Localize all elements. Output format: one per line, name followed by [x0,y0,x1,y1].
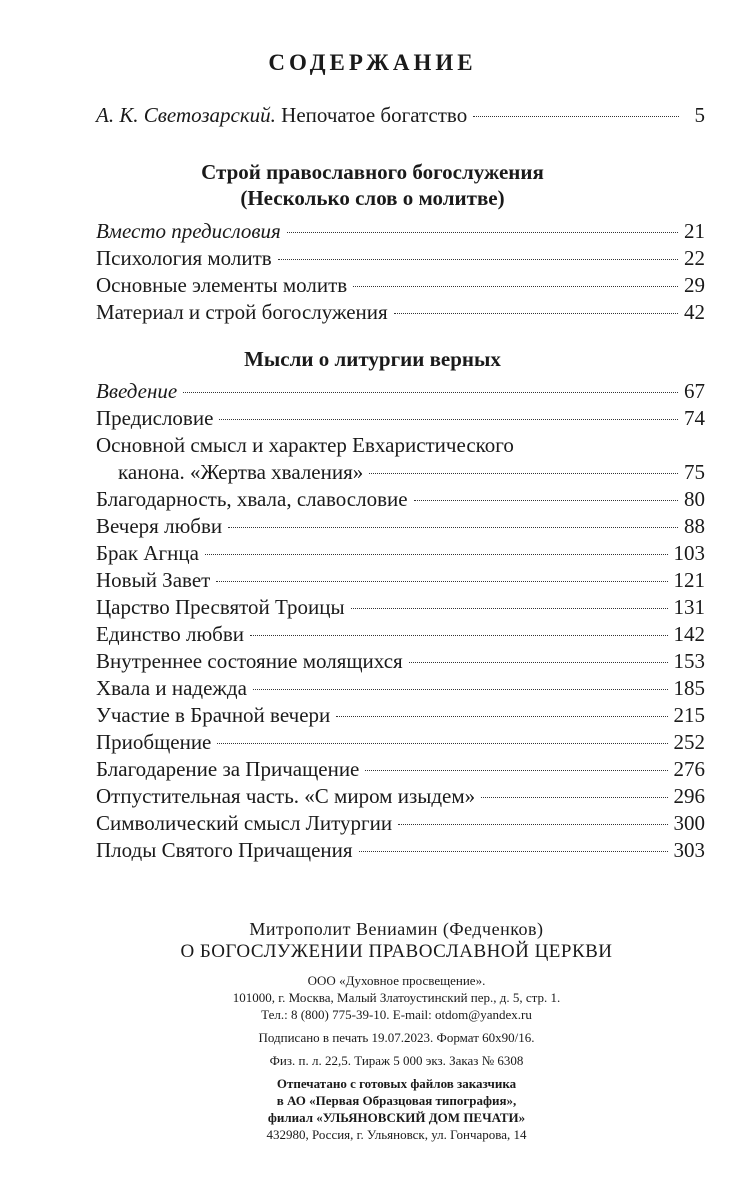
section-subtitle-line: (Несколько слов о молитве) [240,186,505,210]
dot-leader [219,419,678,420]
imprint-printer-line: Отпечатано с готовых файлов заказчика [276,1076,517,1091]
toc-page-number: 121 [673,568,705,592]
section-liturgy-structure [96,159,705,326]
toc-entry-label: Вечеря любви [96,514,223,538]
imprint-book-title: О БОГОСЛУЖЕНИИ ПРАВОСЛАВНОЙ ЦЕРКВИ [180,941,613,962]
section-title-line: Строй православного богослужения [201,160,544,184]
toc-entry-label: Брак Агнца [96,541,199,565]
toc-page-number: 42 [684,300,705,324]
toc-page-number: 142 [673,622,705,646]
imprint-author: Митрополит Вениамин (Федченков) [249,919,544,939]
imprint-signed: Подписано в печать 19.07.2023. Формат 60х90/16. [258,1030,535,1045]
toc-page-number: 5 [694,103,705,127]
toc-entry[interactable] [96,218,705,245]
toc-entry[interactable] [96,729,705,756]
dot-leader [394,313,678,314]
toc-entry[interactable] [96,702,705,729]
toc-entry[interactable] [96,299,705,326]
dot-leader [481,797,667,798]
toc-entry-label: Символический смысл Литургии [96,811,393,835]
toc-page-number: 153 [673,649,705,673]
dot-leader [336,716,667,717]
intro-text: Непочатое богатство [281,103,468,127]
toc-page-number: 131 [673,595,705,619]
toc-entry-label: Новый Завет [96,568,211,592]
toc-entry[interactable] [96,837,705,864]
toc-page-number: 75 [684,460,705,484]
toc-entry[interactable] [96,272,705,299]
toc-entry-label: Благодарение за Причащение [96,757,360,781]
imprint-printer-line: в АО «Первая Образцовая типография», [276,1093,517,1108]
toc-page-number: 296 [673,784,705,808]
imprint-contacts: Тел.: 8 (800) 775-39-10. E-mail: otdom@yandex.ru [261,1007,532,1022]
dot-leader [473,116,679,117]
dot-leader [205,554,668,555]
toc-entry[interactable] [96,810,705,837]
toc-page-number: 276 [673,757,705,781]
toc-page-number: 103 [673,541,705,565]
toc-page-number: 215 [673,703,705,727]
dot-leader [253,689,668,690]
toc-entry-label: Царство Пресвятой Троицы [96,595,345,619]
toc-entry[interactable] [96,405,705,432]
toc-entry-label: Хвала и надежда [96,676,247,700]
dot-leader [287,232,678,233]
toc-entry-label: Основной смысл и характер Евхаристического [96,433,514,457]
toc-entry-label: Психология молитв [96,246,272,270]
section-title: Мысли о литургии верных [244,347,501,371]
dot-leader [217,743,667,744]
toc-entry-label: Отпустительная часть. «С миром изыдем» [96,784,476,808]
toc-entry[interactable] [96,648,705,675]
toc-entry[interactable] [96,621,705,648]
toc-page-number: 74 [684,406,705,430]
dot-leader [278,259,678,260]
toc-entry-label: Предисловие [96,406,214,430]
dot-leader [228,527,678,528]
dot-leader [414,500,678,501]
toc-entry-label [96,102,467,129]
toc-entry-continuation [96,459,705,486]
dot-leader [398,824,667,825]
imprint-printer-address: 432980, Россия, г. Ульяновск, ул. Гончарова, 14 [266,1127,527,1142]
toc-entry[interactable] [96,756,705,783]
section-liturgy-faithful [96,346,705,864]
toc-page-number: 252 [673,730,705,754]
toc-entry-label: Участие в Брачной вечери [96,703,331,727]
toc-entry-label: Введение [96,379,178,403]
toc-entry[interactable] [96,513,705,540]
toc-page-number: 303 [673,838,705,862]
toc-entry[interactable] [96,594,705,621]
toc-entry-label: Основные элементы молитв [96,273,348,297]
toc-page-number: 88 [684,514,705,538]
dot-leader [369,473,678,474]
toc-page-number: 300 [673,811,705,835]
section-entries [96,218,705,326]
toc-page-number: 80 [684,487,705,511]
contents-title: СОДЕРЖАНИЕ [268,50,477,75]
intro-author: А. К. Светозарский. [96,103,276,127]
toc-entry[interactable] [96,378,705,405]
imprint-printer-line: филиал «УЛЬЯНОВСКИЙ ДОМ ПЕЧАТИ» [267,1110,526,1125]
toc-entry[interactable] [96,245,705,272]
toc-entry[interactable] [96,540,705,567]
toc-page-number: 185 [673,676,705,700]
toc-entry[interactable] [96,675,705,702]
toc-entry-label: канона. «Жертва хваления» [118,460,364,484]
toc-entry-label: Плоды Святого Причащения [96,838,353,862]
dot-leader [216,581,667,582]
dot-leader [250,635,667,636]
toc-entry[interactable] [96,783,705,810]
toc-entry-label: Вместо предисловия [96,219,281,243]
table-of-contents [96,102,705,864]
dot-leader [351,608,668,609]
toc-page-number: 22 [684,246,705,270]
toc-entry[interactable] [96,486,705,513]
section-entries [96,486,705,864]
dot-leader [359,851,668,852]
toc-entry-label: Единство любви [96,622,245,646]
imprint-block [0,918,745,1143]
section-title [40,159,705,211]
dot-leader [183,392,678,393]
dot-leader [353,286,678,287]
toc-entry-multiline[interactable] [96,432,705,486]
toc-page-number: 21 [684,219,705,243]
dot-leader [409,662,668,663]
imprint-publisher: ООО «Духовное просвещение». [307,973,486,988]
toc-entry[interactable] [96,567,705,594]
section-entries [96,378,705,432]
toc-entry-label: Внутреннее состояние молящихся [96,649,403,673]
imprint-address: 101000, г. Москва, Малый Златоустинский пер., д. 5, стр. 1. [232,990,561,1005]
toc-page-number: 67 [684,379,705,403]
toc-entry-label: Приобщение [96,730,212,754]
imprint-print-run: Физ. п. л. 22,5. Тираж 5 000 экз. Заказ № 6308 [269,1053,524,1068]
toc-entry-label: Материал и строй богослужения [96,300,388,324]
toc-entry-label: Благодарность, хвала, славословие [96,487,408,511]
toc-page-number: 29 [684,273,705,297]
dot-leader [365,770,667,771]
toc-intro-entry[interactable] [96,102,705,129]
